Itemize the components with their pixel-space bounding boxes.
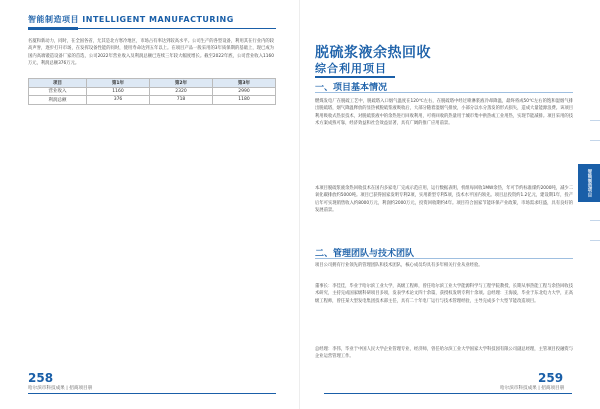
table-cell: 1180 (213, 96, 276, 105)
footer-rule-right (324, 393, 572, 394)
table-cell: 718 (150, 96, 213, 105)
side-index-tick (590, 120, 600, 121)
table-cell: 利润总额 (29, 96, 87, 105)
section-divider (315, 92, 573, 93)
financial-table (28, 78, 276, 105)
table-cell: 2990 (213, 87, 276, 96)
table-header-cell: 第3年 (213, 79, 276, 88)
section-divider (315, 258, 573, 259)
table-header-row (29, 79, 276, 88)
project-paragraph-1: 燃煤发电厂在脱硫工艺中，脱硫塔入口烟气温度在120℃左右，在脱硫塔中经过喷淋浆液冷却降温，最终将成50℃左右的饱和湿烟气排出脱硫塔，烟气降温释放的显热被脱硫浆液吸收后，大部分随着湿烟气排放，小部分以水分蒸发的形式损失，造成大量能源浪费。该项目利用吸收式热泵技术，对脱硫浆液中的余热进行回收利用，可将回收的热量用于城市集中供热或工业用热，实现节能减排。项目采用的技术方案成熟可靠，经济效益和社会效益显著，具有广阔的推广应用前景。 (315, 99, 573, 127)
team-paragraph-3: 总经理：李伟，毕业于中国人民大学企业管理专业，经济师，曾任哈尔滨工业大学国家大学科技园有限公司副总经理，主管项目投融资与企业运营管理工作。 (315, 347, 573, 360)
table-header-cell: 第2年 (150, 79, 213, 88)
side-index-tab[interactable]: 智能制造项目 (578, 164, 600, 202)
team-paragraph-2: 董事长：李佳佳，毕业于哈尔滨工业大学，高级工程师，曾任哈尔滨工业大学能源科学与工程学院教授，长期从事热能工程与余热回收技术研究，主持完成国家级科研项目多项，发表学术论文四十余篇，获授权发明专利十余项。总经理：王海波，毕业于东北电力大学，正高级工程师，曾任某大型发电集团技术部主任，具有二十年电厂运行与技术管理经验，主导完成多个大型节能改造项目。 (315, 284, 573, 304)
table-header-cell: 项目 (29, 79, 87, 88)
table-row (29, 96, 276, 105)
table-cell: 1160 (87, 87, 150, 96)
side-index-tick (590, 240, 600, 241)
footer-text-left: 哈尔滨市科技成果 | 招商项目册 (28, 386, 93, 391)
page-number-left: 258 (28, 371, 54, 385)
title-underline (315, 76, 395, 78)
section-header-title: 智能制造项目 INTELLIGENT MANUFACTURING (28, 15, 234, 24)
table-cell: 376 (87, 96, 150, 105)
page-subtitle: 综合利用项目 (315, 62, 387, 75)
section-heading-basic-info: 一、项目基本情况 (315, 83, 388, 93)
footer-rule-left (28, 393, 276, 394)
side-index-tick (590, 220, 600, 221)
page-title: 脱硫浆液余热回收 (315, 45, 431, 61)
section-heading-team: 二、管理团队与技术团队 (315, 249, 415, 259)
side-index-tick (590, 140, 600, 141)
section-header (28, 13, 276, 29)
team-paragraph-1: 项目公司拥有行业领先的管理团队和技术团队，核心成员均具有多年相关行业从业经验。 (315, 263, 483, 268)
intro-paragraph: 名厦和新动力，同时，在全国各省，尤其是北方寒冷地区，市场占有率达到较高水平。公司生产的各型设备，利用其在行业内的较高声誉，逐步打开市场，在发挥设备性能的同时，使用寿命达到五年以上。在项目产品一般采用的3年质保期的基础上，现已成为国内高端锻造设备厂家的首选，公司2022年营业收入及利润总额已连续三年较大幅度增长。截至2022年底，公司营业收入1160万元，利润总额376万元。 (28, 39, 274, 67)
table-row (29, 87, 276, 96)
table-header-cell: 第1年 (87, 79, 150, 88)
page-number-right: 259 (538, 371, 564, 385)
header-accent-bar (28, 27, 78, 30)
table-cell: 2320 (150, 87, 213, 96)
project-paragraph-2: 本项目脱硫浆液余热回收技术在国内多家电厂完成示范应用，运行数据表明，机组每回收1MW余热，年可节约标准煤约2000吨，减少二氧化碳排放约5000吨。项目已获得国家发明专利2项，实用新型专利5项，技术水平国内领先。项目总投资约1.2亿元，建设期1年，投产后年可实现销售收入约8000万元，利润约2000万元，投资回收期约4年。项目符合国家节能环保产业政策，市场需求旺盛，具有良好的发展前景。 (315, 186, 573, 214)
footer-text-right: 哈尔滨市科技成果 | 招商项目册 (500, 386, 565, 391)
table-cell: 营业收入 (29, 87, 87, 96)
